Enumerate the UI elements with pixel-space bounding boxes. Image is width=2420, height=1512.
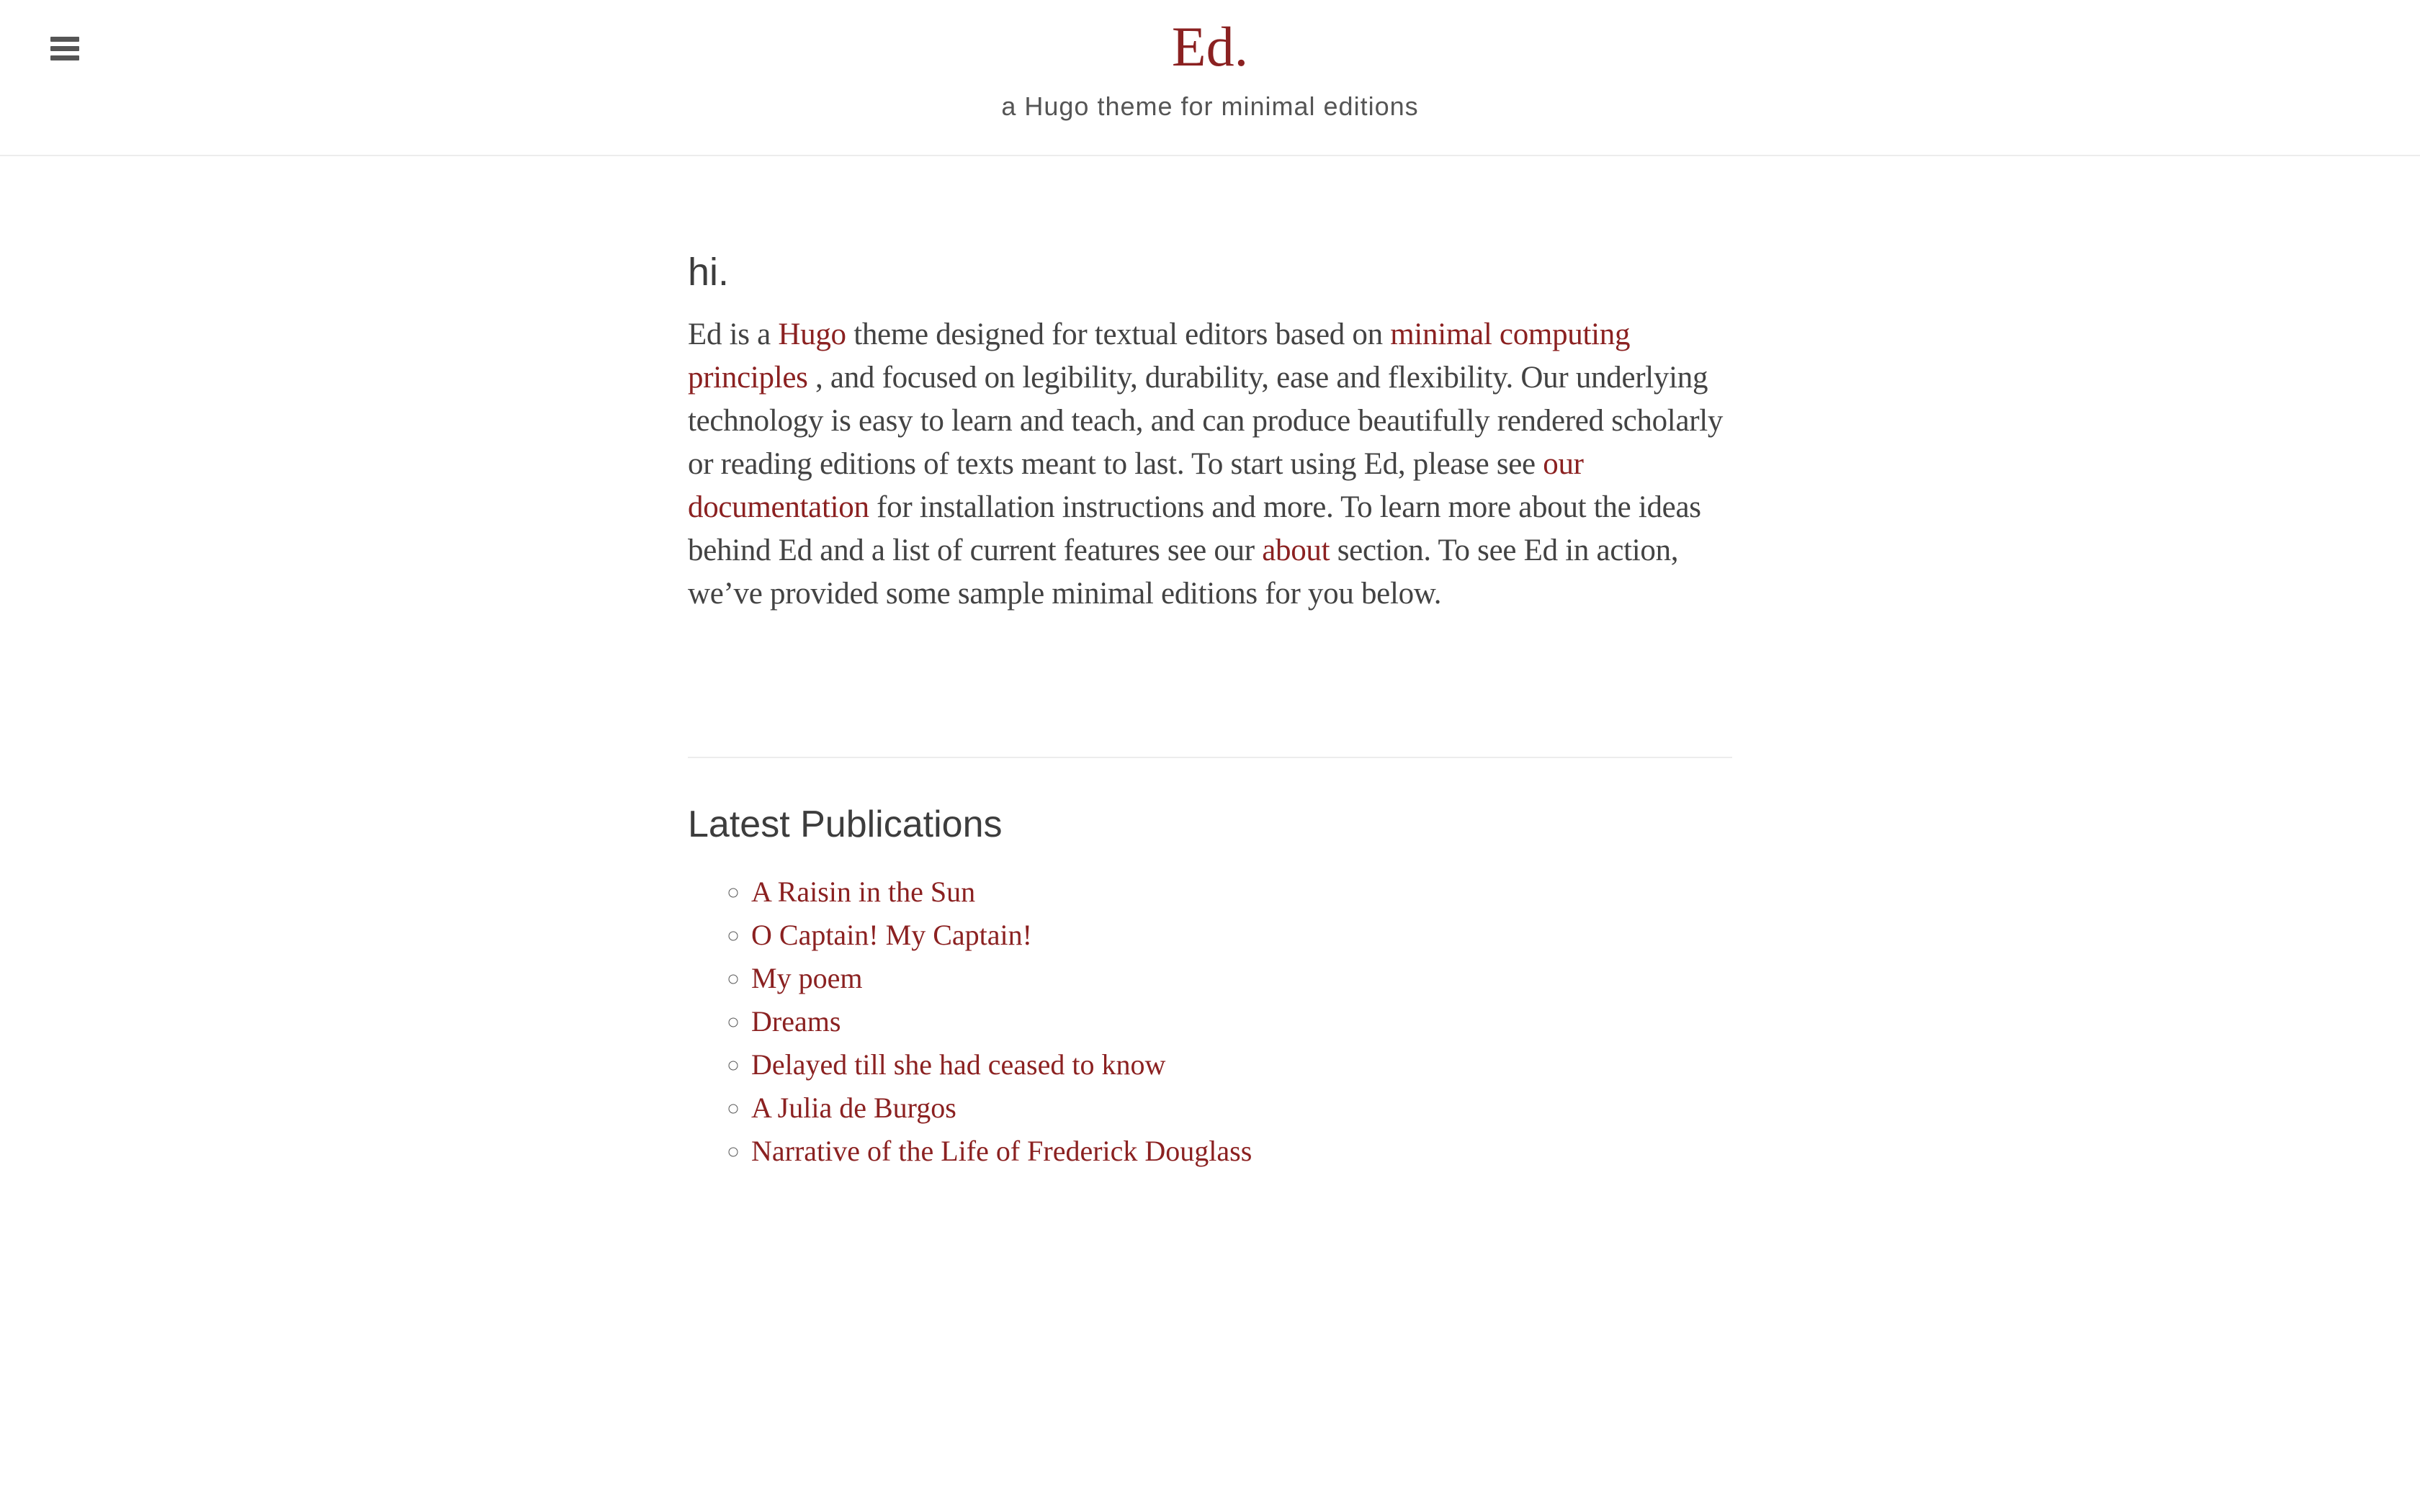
publications-list <box>688 870 1732 1173</box>
section-divider <box>688 757 1732 758</box>
publication-link[interactable]: Narrative of the Life of Frederick Douglass <box>751 1135 1252 1167</box>
hamburger-bar <box>50 55 79 60</box>
site-header <box>0 0 2420 156</box>
list-item <box>751 870 1732 914</box>
about-link[interactable]: about <box>1262 534 1330 567</box>
site-title[interactable]: Ed. <box>1171 15 1249 78</box>
list-item <box>751 957 1732 1000</box>
list-item <box>751 1043 1732 1086</box>
intro-text-segment: , and focused on legibility, durability, ease and flexibility. Our underlying technology is easy to learn and teach, and can produce beautifully rendered scholarly or reading editions of texts meant to last. To start using Ed, please see <box>688 361 1724 481</box>
intro-paragraph <box>688 313 1732 616</box>
list-item <box>751 1130 1732 1173</box>
site-subtitle: a Hugo theme for minimal editions <box>1001 91 1419 121</box>
publication-link[interactable]: Dreams <box>751 1005 841 1038</box>
hamburger-bar <box>50 46 79 51</box>
publication-link[interactable]: O Captain! My Captain! <box>751 919 1032 951</box>
intro-text-segment: Ed is a <box>688 318 779 351</box>
list-item <box>751 1000 1732 1043</box>
publication-link[interactable]: My poem <box>751 962 863 994</box>
hugo-link[interactable]: Hugo <box>778 318 846 351</box>
intro-text-segment: theme designed for textual editors based on <box>846 318 1391 351</box>
publication-link[interactable]: A Raisin in the Sun <box>751 876 976 908</box>
publication-link[interactable]: A Julia de Burgos <box>751 1092 956 1124</box>
menu-toggle-button[interactable] <box>50 37 79 60</box>
intro-heading: hi. <box>688 251 730 294</box>
hamburger-icon <box>50 37 79 60</box>
list-item <box>751 914 1732 957</box>
documentation-link[interactable]: our documentation <box>688 447 1584 524</box>
intro-text-segment: section. To see Ed in action, we’ve provided some sample minimal editions for you below. <box>688 534 1679 611</box>
minimal-computing-principles-link[interactable]: minimal computing principles <box>688 318 1631 395</box>
hamburger-bar <box>50 37 79 42</box>
publication-link[interactable]: Delayed till she had ceased to know <box>751 1048 1166 1081</box>
main-content <box>688 156 1732 1173</box>
latest-publications-heading: Latest Publications <box>688 804 1003 845</box>
list-item <box>751 1086 1732 1130</box>
intro-text-segment: for installation instructions and more. To learn more about the ideas behind Ed and a list of current features see our <box>688 490 1701 567</box>
